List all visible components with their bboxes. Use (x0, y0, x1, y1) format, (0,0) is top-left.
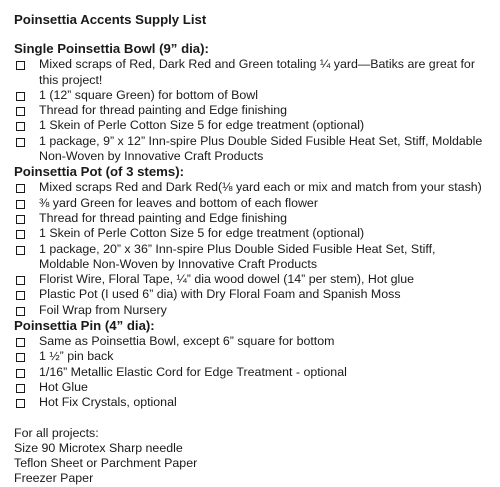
checkbox-icon[interactable] (16, 92, 25, 101)
all-projects-heading: For all projects: (14, 425, 99, 440)
document-title: Poinsettia Accents Supply List (14, 12, 207, 27)
checkbox-icon[interactable] (16, 338, 25, 347)
checklist-item[interactable]: Plastic Pot (I used 6” dia) with Dry Floral Foam and Spanish Moss (14, 287, 488, 302)
checklist-item[interactable]: 1 (12” square Green) for bottom of Bowl (14, 88, 488, 103)
checklist-item[interactable]: 1 Skein of Perle Cotton Size 5 for edge treatment (optional) (14, 226, 488, 241)
checklist-item[interactable]: Same as Poinsettia Bowl, except 6” square for bottom (14, 334, 488, 349)
all-projects-line: Freezer Paper (14, 471, 94, 486)
all-projects-line: Teflon Sheet or Parchment Paper (14, 456, 198, 471)
checkbox-icon[interactable] (16, 246, 25, 255)
checklist-item[interactable]: Hot Glue (14, 380, 488, 395)
checkbox-icon[interactable] (16, 353, 25, 362)
checklist-item[interactable]: Thread for thread painting and Edge finishing (14, 103, 488, 118)
checklist-item[interactable]: Foil Wrap from Nursery (14, 303, 488, 318)
all-projects-block (14, 426, 488, 487)
checklist-item[interactable]: 1 Skein of Perle Cotton Size 5 for edge treatment (optional) (14, 118, 488, 133)
checkbox-icon[interactable] (16, 107, 25, 116)
checkbox-icon[interactable] (16, 399, 25, 408)
checkbox-icon[interactable] (16, 291, 25, 300)
checkbox-icon[interactable] (16, 384, 25, 393)
checklist-item[interactable]: 1/16” Metallic Elastic Cord for Edge Treatment - optional (14, 365, 488, 380)
checklist-item[interactable]: Hot Fix Crystals, optional (14, 395, 488, 410)
checklist-item[interactable]: ⅜ yard Green for leaves and bottom of each flower (14, 196, 488, 211)
checklist-item[interactable]: Mixed scraps Red and Dark Red(⅛ yard each or mix and match from your stash) (14, 180, 488, 195)
checkbox-icon[interactable] (16, 61, 25, 70)
checkbox-icon[interactable] (16, 200, 25, 209)
checkbox-icon[interactable] (16, 138, 25, 147)
section-poinsettia-pot (14, 164, 488, 318)
checkbox-icon[interactable] (16, 122, 25, 131)
checkbox-icon[interactable] (16, 369, 25, 378)
checklist-item[interactable]: Florist Wire, Floral Tape, ¼” dia wood dowel (14” per stem), Hot glue (14, 272, 488, 287)
checkbox-icon[interactable] (16, 230, 25, 239)
section-poinsettia-pin (14, 318, 488, 410)
checklist-item[interactable]: 1 package, 20” x 36” Inn-spire Plus Double Sided Fusible Heat Set, Stiff, Moldable Non-Woven by Innovative Craft Products (14, 242, 488, 273)
checkbox-icon[interactable] (16, 307, 25, 316)
checklist-item[interactable]: 1 package, 9” x 12” Inn-spire Plus Double Sided Fusible Heat Set, Stiff, Moldable Non-Woven by Innovative Craft Products (14, 134, 488, 165)
checklist-item[interactable]: Thread for thread painting and Edge finishing (14, 211, 488, 226)
all-projects-line: Size 90 Microtex Sharp needle (14, 440, 183, 455)
section-single-bowl (14, 41, 488, 164)
checkbox-icon[interactable] (16, 215, 25, 224)
section-heading: Poinsettia Pin (4” dia): (14, 318, 155, 334)
section-heading: Poinsettia Pot (of 3 stems): (14, 164, 184, 180)
checklist-item[interactable]: Mixed scraps of Red, Dark Red and Green totaling ¼ yard—Batiks are great for this project! (14, 57, 488, 88)
checkbox-icon[interactable] (16, 276, 25, 285)
section-heading: Single Poinsettia Bowl (9” dia): (14, 41, 209, 57)
checkbox-icon[interactable] (16, 184, 25, 193)
checklist-item[interactable]: 1 ½” pin back (14, 349, 488, 364)
